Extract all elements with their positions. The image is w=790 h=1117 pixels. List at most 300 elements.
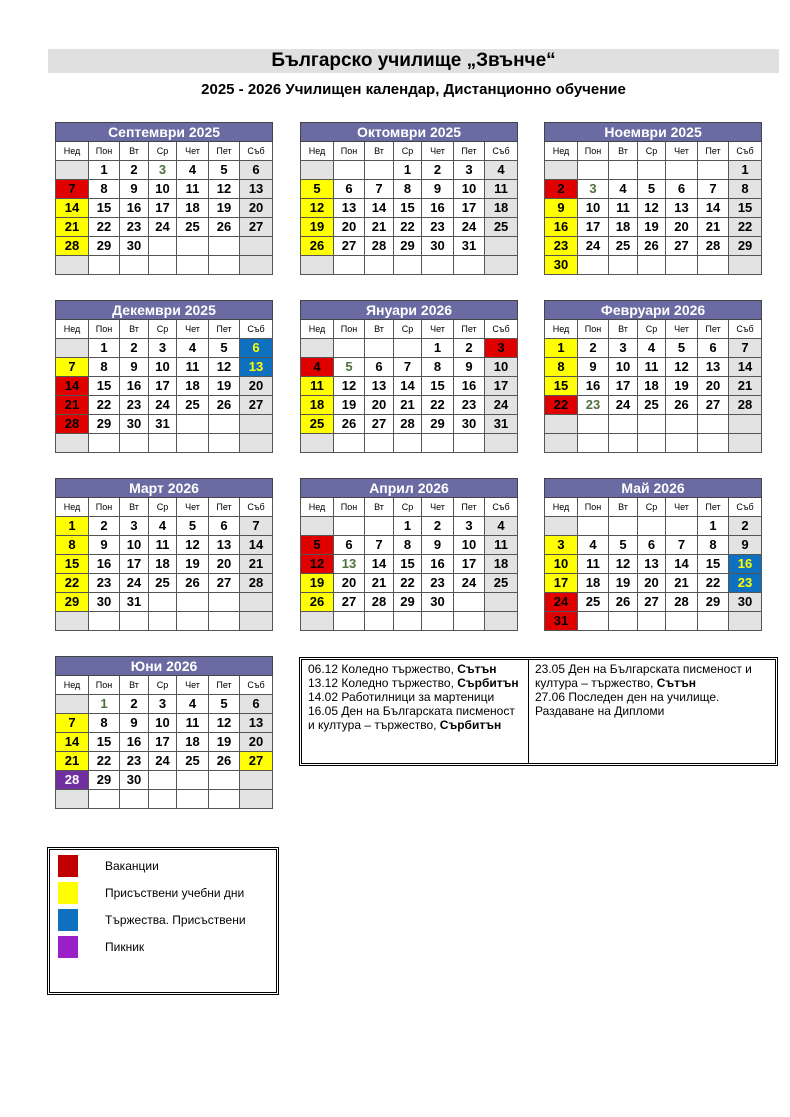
- day-cell: 23: [578, 396, 609, 415]
- weekday-label: Чет: [177, 498, 209, 517]
- day-cell: 18: [301, 396, 334, 415]
- empty-cell: [240, 593, 273, 612]
- empty-cell: [301, 517, 334, 536]
- empty-cell: [120, 434, 149, 453]
- day-cell: 18: [177, 733, 209, 752]
- empty-cell: [545, 434, 578, 453]
- day-cell: 28: [56, 771, 89, 790]
- day-cell: 19: [334, 396, 365, 415]
- weekday-label: Нед: [56, 142, 89, 161]
- day-cell: 10: [454, 536, 485, 555]
- day-cell: 5: [301, 536, 334, 555]
- day-cell: 2: [120, 695, 149, 714]
- empty-cell: [209, 434, 240, 453]
- day-cell: 19: [301, 218, 334, 237]
- day-cell: 20: [334, 218, 365, 237]
- day-cell: 24: [149, 396, 177, 415]
- legend: [47, 847, 279, 995]
- empty-cell: [149, 790, 177, 809]
- empty-cell: [394, 434, 422, 453]
- day-cell: 3: [609, 339, 638, 358]
- day-cell: 21: [240, 555, 273, 574]
- day-cell: 27: [365, 415, 394, 434]
- day-cell: 25: [177, 752, 209, 771]
- weekday-label: Вт: [365, 498, 394, 517]
- weekday-label: Пет: [454, 498, 485, 517]
- empty-cell: [729, 434, 762, 453]
- weekday-label: Нед: [301, 498, 334, 517]
- day-cell: 10: [149, 358, 177, 377]
- weekday-label: Вт: [120, 498, 149, 517]
- empty-cell: [578, 161, 609, 180]
- day-cell: 4: [177, 161, 209, 180]
- weekday-label: Съб: [729, 142, 762, 161]
- day-cell: 14: [240, 536, 273, 555]
- day-cell: 25: [578, 593, 609, 612]
- legend-label: Присъствени учебни дни: [105, 886, 245, 900]
- weekday-label: Нед: [545, 142, 578, 161]
- day-cell: 20: [209, 555, 240, 574]
- page-subtitle: 2025 - 2026 Училищен календар, Дистанционно обучение: [201, 81, 626, 98]
- weekday-label: Ср: [149, 676, 177, 695]
- legend-swatch: [58, 855, 78, 877]
- day-cell: 25: [485, 574, 518, 593]
- empty-cell: [729, 612, 762, 631]
- month-calendar: [544, 300, 762, 453]
- weekday-label: Ср: [149, 320, 177, 339]
- legend-label: Пикник: [105, 940, 145, 954]
- empty-cell: [56, 161, 89, 180]
- day-cell: 13: [698, 358, 729, 377]
- day-cell: 11: [177, 180, 209, 199]
- weekday-label: Съб: [240, 498, 273, 517]
- day-cell: 5: [301, 180, 334, 199]
- day-cell: 15: [56, 555, 89, 574]
- day-cell: 26: [638, 237, 666, 256]
- month-calendar: [544, 478, 762, 631]
- day-cell: 7: [394, 358, 422, 377]
- day-cell: 4: [301, 358, 334, 377]
- day-cell: 22: [394, 218, 422, 237]
- day-cell: 5: [209, 695, 240, 714]
- day-cell: 11: [301, 377, 334, 396]
- month-calendar: [55, 478, 273, 631]
- day-cell: 11: [609, 199, 638, 218]
- day-cell: 21: [56, 396, 89, 415]
- empty-cell: [578, 415, 609, 434]
- empty-cell: [177, 256, 209, 275]
- weekday-label: Пон: [89, 320, 120, 339]
- empty-cell: [301, 612, 334, 631]
- day-cell: 4: [609, 180, 638, 199]
- weekday-label: Съб: [240, 320, 273, 339]
- day-cell: 23: [120, 218, 149, 237]
- events-box: [299, 657, 778, 766]
- day-cell: 16: [120, 199, 149, 218]
- day-cell: 17: [454, 199, 485, 218]
- empty-cell: [301, 256, 334, 275]
- empty-cell: [209, 593, 240, 612]
- day-cell: 13: [240, 180, 273, 199]
- day-cell: 28: [240, 574, 273, 593]
- day-cell: 7: [698, 180, 729, 199]
- day-cell: 2: [120, 339, 149, 358]
- day-cell: 25: [149, 574, 177, 593]
- empty-cell: [485, 612, 518, 631]
- weekday-label: Пет: [209, 676, 240, 695]
- day-cell: 25: [485, 218, 518, 237]
- day-cell: 30: [422, 593, 454, 612]
- day-cell: 23: [422, 218, 454, 237]
- day-cell: 27: [638, 593, 666, 612]
- empty-cell: [301, 161, 334, 180]
- day-cell: 14: [365, 199, 394, 218]
- day-cell: 16: [120, 733, 149, 752]
- empty-cell: [454, 593, 485, 612]
- day-cell: 7: [56, 714, 89, 733]
- weekday-label: Чет: [666, 320, 698, 339]
- day-cell: 7: [365, 536, 394, 555]
- day-cell: 2: [422, 161, 454, 180]
- empty-cell: [485, 593, 518, 612]
- day-cell: 20: [240, 733, 273, 752]
- empty-cell: [545, 161, 578, 180]
- day-cell: 19: [666, 377, 698, 396]
- weekday-label: Ср: [394, 320, 422, 339]
- day-cell: 9: [422, 536, 454, 555]
- day-cell: 17: [454, 555, 485, 574]
- empty-cell: [454, 256, 485, 275]
- day-cell: 16: [89, 555, 120, 574]
- day-cell: 9: [454, 358, 485, 377]
- weekday-label: Ср: [394, 498, 422, 517]
- day-cell: 22: [89, 396, 120, 415]
- day-cell: 29: [422, 415, 454, 434]
- empty-cell: [149, 612, 177, 631]
- day-cell: 24: [149, 218, 177, 237]
- day-cell: 31: [454, 237, 485, 256]
- day-cell: 17: [485, 377, 518, 396]
- day-cell: 27: [334, 237, 365, 256]
- day-cell: 16: [422, 555, 454, 574]
- empty-cell: [334, 517, 365, 536]
- empty-cell: [666, 434, 698, 453]
- day-cell: 1: [56, 517, 89, 536]
- day-cell: 9: [545, 199, 578, 218]
- day-cell: 22: [56, 574, 89, 593]
- empty-cell: [666, 161, 698, 180]
- day-cell: 4: [485, 161, 518, 180]
- empty-cell: [240, 771, 273, 790]
- day-cell: 28: [729, 396, 762, 415]
- empty-cell: [89, 434, 120, 453]
- empty-cell: [240, 237, 273, 256]
- weekday-label: Нед: [301, 142, 334, 161]
- day-cell: 17: [545, 574, 578, 593]
- day-cell: 26: [209, 396, 240, 415]
- day-cell: 22: [422, 396, 454, 415]
- month-name: Октомври 2025: [301, 123, 518, 142]
- day-cell: 8: [729, 180, 762, 199]
- weekday-label: Нед: [545, 498, 578, 517]
- empty-cell: [698, 161, 729, 180]
- empty-cell: [578, 612, 609, 631]
- empty-cell: [638, 415, 666, 434]
- empty-cell: [240, 434, 273, 453]
- empty-cell: [240, 415, 273, 434]
- day-cell: 10: [120, 536, 149, 555]
- empty-cell: [334, 339, 365, 358]
- weekday-label: Чет: [422, 320, 454, 339]
- empty-cell: [120, 790, 149, 809]
- empty-cell: [177, 771, 209, 790]
- day-cell: 3: [578, 180, 609, 199]
- day-cell: 13: [334, 199, 365, 218]
- day-cell: 6: [365, 358, 394, 377]
- weekday-label: Пет: [209, 142, 240, 161]
- day-cell: 22: [698, 574, 729, 593]
- day-cell: 7: [240, 517, 273, 536]
- day-cell: 22: [545, 396, 578, 415]
- empty-cell: [729, 256, 762, 275]
- day-cell: 3: [454, 517, 485, 536]
- legend-swatch: [58, 936, 78, 958]
- day-cell: 3: [120, 517, 149, 536]
- day-cell: 27: [240, 218, 273, 237]
- empty-cell: [301, 434, 334, 453]
- empty-cell: [365, 339, 394, 358]
- day-cell: 22: [394, 574, 422, 593]
- day-cell: 14: [666, 555, 698, 574]
- day-cell: 31: [545, 612, 578, 631]
- day-cell: 3: [454, 161, 485, 180]
- day-cell: 7: [56, 358, 89, 377]
- empty-cell: [177, 593, 209, 612]
- day-cell: 1: [89, 161, 120, 180]
- day-cell: 5: [209, 339, 240, 358]
- day-cell: 23: [422, 574, 454, 593]
- empty-cell: [334, 256, 365, 275]
- day-cell: 12: [666, 358, 698, 377]
- day-cell: 26: [301, 593, 334, 612]
- weekday-label: Вт: [365, 142, 394, 161]
- day-cell: 13: [365, 377, 394, 396]
- weekday-label: Чет: [666, 498, 698, 517]
- day-cell: 21: [365, 574, 394, 593]
- empty-cell: [698, 434, 729, 453]
- day-cell: 11: [149, 536, 177, 555]
- legend-label: Ваканции: [105, 859, 159, 873]
- day-cell: 1: [545, 339, 578, 358]
- month-calendar: [55, 656, 273, 809]
- event-entry: 13.12 Коледно тържество, Сърбитън: [308, 676, 519, 690]
- day-cell: 28: [365, 237, 394, 256]
- event-entry: 14.02 Работилници за мартеници: [308, 690, 495, 704]
- day-cell: 1: [89, 695, 120, 714]
- day-cell: 16: [729, 555, 762, 574]
- empty-cell: [394, 339, 422, 358]
- day-cell: 23: [89, 574, 120, 593]
- empty-cell: [578, 517, 609, 536]
- weekday-label: Вт: [609, 498, 638, 517]
- day-cell: 10: [149, 180, 177, 199]
- day-cell: 19: [209, 733, 240, 752]
- day-cell: 14: [56, 377, 89, 396]
- day-cell: 8: [56, 536, 89, 555]
- empty-cell: [365, 256, 394, 275]
- empty-cell: [666, 415, 698, 434]
- empty-cell: [545, 415, 578, 434]
- day-cell: 8: [545, 358, 578, 377]
- day-cell: 10: [454, 180, 485, 199]
- day-cell: 19: [638, 218, 666, 237]
- day-cell: 25: [609, 237, 638, 256]
- day-cell: 6: [240, 339, 273, 358]
- day-cell: 17: [149, 199, 177, 218]
- weekday-label: Пет: [209, 320, 240, 339]
- day-cell: 21: [729, 377, 762, 396]
- empty-cell: [56, 256, 89, 275]
- day-cell: 25: [301, 415, 334, 434]
- legend-swatch: [58, 909, 78, 931]
- day-cell: 17: [578, 218, 609, 237]
- day-cell: 15: [545, 377, 578, 396]
- day-cell: 4: [578, 536, 609, 555]
- month-name: Април 2026: [301, 479, 518, 498]
- day-cell: 25: [177, 396, 209, 415]
- weekday-label: Съб: [240, 142, 273, 161]
- day-cell: 30: [545, 256, 578, 275]
- empty-cell: [334, 612, 365, 631]
- month-name: Февруари 2026: [545, 301, 762, 320]
- day-cell: 14: [729, 358, 762, 377]
- day-cell: 3: [149, 339, 177, 358]
- weekday-label: Чет: [666, 142, 698, 161]
- day-cell: 23: [545, 237, 578, 256]
- empty-cell: [638, 434, 666, 453]
- weekday-label: Нед: [56, 676, 89, 695]
- empty-cell: [177, 612, 209, 631]
- day-cell: 8: [89, 358, 120, 377]
- empty-cell: [209, 612, 240, 631]
- day-cell: 26: [609, 593, 638, 612]
- empty-cell: [638, 517, 666, 536]
- weekday-label: Нед: [301, 320, 334, 339]
- day-cell: 20: [334, 574, 365, 593]
- weekday-label: Пет: [698, 142, 729, 161]
- empty-cell: [394, 612, 422, 631]
- day-cell: 29: [89, 771, 120, 790]
- day-cell: 29: [729, 237, 762, 256]
- weekday-label: Ср: [149, 142, 177, 161]
- day-cell: 21: [56, 752, 89, 771]
- day-cell: 19: [609, 574, 638, 593]
- day-cell: 4: [177, 695, 209, 714]
- empty-cell: [729, 415, 762, 434]
- empty-cell: [240, 612, 273, 631]
- legend-item: [58, 882, 273, 904]
- empty-cell: [334, 434, 365, 453]
- day-cell: 5: [209, 161, 240, 180]
- day-cell: 30: [120, 771, 149, 790]
- month-calendar: [55, 300, 273, 453]
- day-cell: 23: [454, 396, 485, 415]
- day-cell: 12: [609, 555, 638, 574]
- empty-cell: [149, 593, 177, 612]
- day-cell: 28: [365, 593, 394, 612]
- events-left-column: [302, 660, 529, 763]
- day-cell: 9: [422, 180, 454, 199]
- empty-cell: [394, 256, 422, 275]
- day-cell: 28: [56, 415, 89, 434]
- day-cell: 17: [120, 555, 149, 574]
- empty-cell: [301, 339, 334, 358]
- day-cell: 27: [209, 574, 240, 593]
- empty-cell: [454, 434, 485, 453]
- day-cell: 10: [609, 358, 638, 377]
- day-cell: 6: [334, 536, 365, 555]
- day-cell: 19: [209, 377, 240, 396]
- empty-cell: [365, 161, 394, 180]
- day-cell: 5: [609, 536, 638, 555]
- empty-cell: [638, 161, 666, 180]
- day-cell: 5: [334, 358, 365, 377]
- empty-cell: [666, 612, 698, 631]
- day-cell: 12: [301, 199, 334, 218]
- month-calendar: [300, 300, 518, 453]
- day-cell: 8: [698, 536, 729, 555]
- day-cell: 15: [422, 377, 454, 396]
- empty-cell: [698, 256, 729, 275]
- day-cell: 22: [89, 218, 120, 237]
- day-cell: 19: [301, 574, 334, 593]
- empty-cell: [609, 517, 638, 536]
- empty-cell: [609, 434, 638, 453]
- day-cell: 29: [56, 593, 89, 612]
- month-name: Декември 2025: [56, 301, 273, 320]
- empty-cell: [209, 790, 240, 809]
- day-cell: 5: [666, 339, 698, 358]
- day-cell: 26: [209, 752, 240, 771]
- day-cell: 23: [120, 396, 149, 415]
- event-entry: 27.06 Последен ден на училище. Раздаване на Дипломи: [535, 690, 720, 718]
- empty-cell: [209, 237, 240, 256]
- day-cell: 5: [638, 180, 666, 199]
- empty-cell: [365, 612, 394, 631]
- day-cell: 6: [638, 536, 666, 555]
- day-cell: 26: [334, 415, 365, 434]
- empty-cell: [56, 790, 89, 809]
- month-name: Януари 2026: [301, 301, 518, 320]
- day-cell: 9: [120, 180, 149, 199]
- empty-cell: [120, 612, 149, 631]
- empty-cell: [149, 256, 177, 275]
- day-cell: 30: [454, 415, 485, 434]
- empty-cell: [56, 339, 89, 358]
- day-cell: 9: [120, 358, 149, 377]
- day-cell: 18: [485, 555, 518, 574]
- weekday-label: Пон: [578, 498, 609, 517]
- day-cell: 28: [56, 237, 89, 256]
- month-calendar: [300, 122, 518, 275]
- day-cell: 21: [394, 396, 422, 415]
- day-cell: 22: [89, 752, 120, 771]
- day-cell: 18: [177, 199, 209, 218]
- day-cell: 8: [394, 536, 422, 555]
- empty-cell: [149, 771, 177, 790]
- day-cell: 27: [240, 752, 273, 771]
- day-cell: 28: [666, 593, 698, 612]
